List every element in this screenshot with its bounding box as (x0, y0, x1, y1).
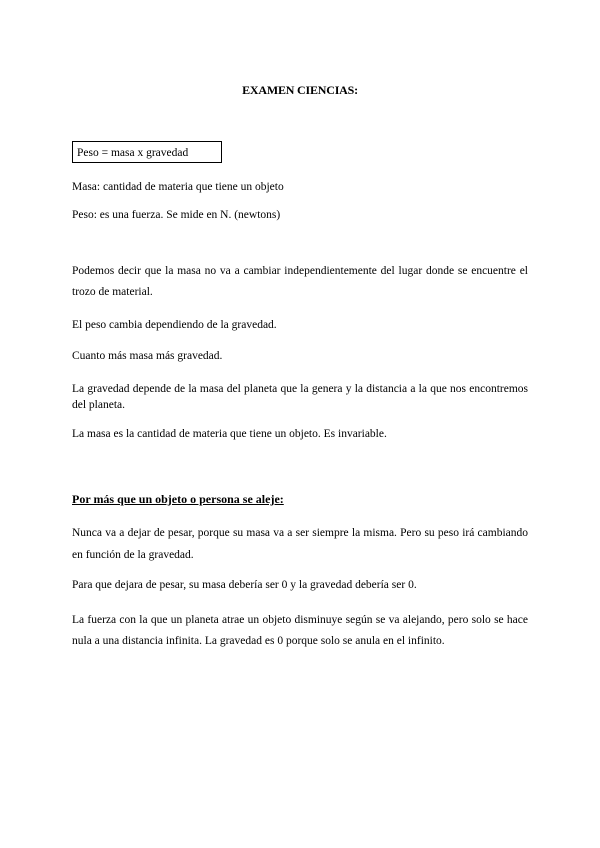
paragraph-masa-invariable-lugar: Podemos decir que la masa no va a cambiar independientemente del lugar donde se encuentre el trozo de material. (72, 265, 528, 298)
section-paragraph-dejara-pesar: Para que dejara de pesar, su masa debería ser 0 y la gravedad debería ser 0. (72, 579, 417, 591)
section-paragraph-fuerza-planeta: La fuerza con la que un planeta atrae un objeto disminuye según se va alejando, pero solo se hace nula a una distancia infinita. La gravedad es 0 porque solo se anula en el infinito. (72, 614, 528, 647)
paragraph-masa-definicion: La masa es la cantidad de materia que tiene un objeto. Es invariable. (72, 428, 387, 440)
document-title: EXAMEN CIENCIAS: (242, 83, 358, 97)
definition-masa: Masa: cantidad de materia que tiene un objeto (72, 181, 284, 193)
definition-peso: Peso: es una fuerza. Se mide en N. (newtons) (72, 209, 281, 221)
paragraph-gravedad-depende: La gravedad depende de la masa del planeta que la genera y la distancia a la que nos encontremos del planeta. (72, 383, 528, 411)
section-heading: Por más que un objeto o persona se aleje: (72, 492, 284, 506)
formula-box: Peso = masa x gravedad (72, 141, 222, 163)
paragraph-peso-cambia: El peso cambia dependiendo de la gravedad. (72, 319, 277, 331)
paragraph-masa-gravedad: Cuanto más masa más gravedad. (72, 350, 223, 362)
section-paragraph-nunca-dejar-pesar: Nunca va a dejar de pesar, porque su masa va a ser siempre la misma. Pero su peso irá cambiando en función de la gravedad. (72, 527, 528, 561)
